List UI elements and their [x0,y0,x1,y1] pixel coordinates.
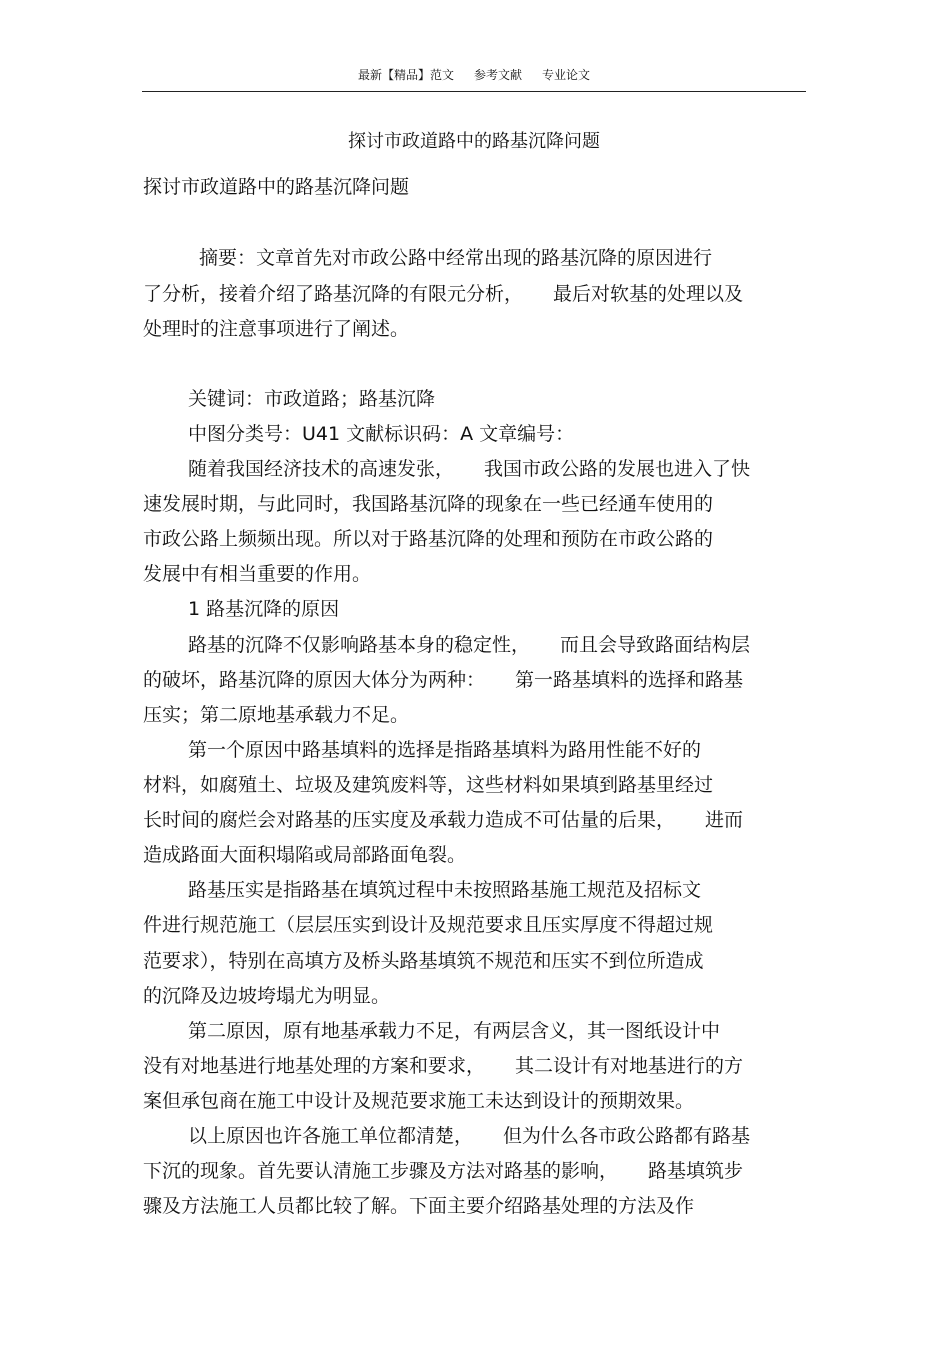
section-heading-1: 1 路基沉降的原因 [188,598,340,620]
paragraph-1-line-2: 速发展时期，与此同时，我国路基沉降的现象在一些已经通车使用的 [143,493,714,515]
header-item-references: 参考文献 [473,68,522,82]
paragraph-5-line-2: 没有对地基进行地基处理的方案和要求， 其二设计有对地基进行的方 [143,1055,744,1077]
paragraph-6-line-2: 下沉的现象。首先要认清施工步骤及方法对路基的影响， 路基填筑步 [143,1160,744,1182]
paragraph-4-line-4: 的沉降及边坡垮塌尤为明显。 [143,985,391,1007]
paragraph-4-line-2: 件进行规范施工（层层压实到设计及规范要求且压实厚度不得超过规 [143,914,714,936]
abstract-line-2: 了分析，接着介绍了路基沉降的有限元分析， 最后对软基的处理以及 [143,283,744,305]
paragraph-2-line-1: 路基的沉降不仅影响路基本身的稳定性， 而且会导致路面结构层 [188,634,751,656]
abstract-line-3: 处理时的注意事项进行了阐述。 [143,318,410,340]
paragraph-2-line-2: 的破坏，路基沉降的原因大体分为两种： 第一路基填料的选择和路基 [143,669,744,691]
paragraph-5-line-1: 第二原因，原有地基承载力不足，有两层含义，其一图纸设计中 [188,1020,721,1042]
paragraph-3-line-2: 材料，如腐殖土、垃圾及建筑废料等，这些材料如果填到路基里经过 [143,774,714,796]
header-rule [142,91,806,92]
paragraph-2-line-3: 压实；第二原地基承载力不足。 [143,704,410,726]
paragraph-1-line-4: 发展中有相当重要的作用。 [143,563,372,585]
paragraph-3-line-1: 第一个原因中路基填料的选择是指路基填料为路用性能不好的 [188,739,702,761]
keywords-line: 关键词：市政道路；路基沉降 [188,388,436,410]
paragraph-1-line-3: 市政公路上频频出现。所以对于路基沉降的处理和预防在市政公路的 [143,528,714,550]
paragraph-4-line-3: 范要求），特别在高填方及桥头路基填筑不规范和压实不到位所造成 [143,950,704,972]
header-item-fanwen: 最新【精品】范文 [357,68,454,82]
paragraph-3-line-4: 造成路面大面积塌陷或局部路面龟裂。 [143,844,467,866]
header-item-papers: 专业论文 [542,68,591,82]
paragraph-4-line-1: 路基压实是指路基在填筑过程中未按照路基施工规范及招标文 [188,879,702,901]
document-title: 探讨市政道路中的路基沉降问题 [348,131,600,152]
abstract-line-1: 摘要：文章首先对市政公路中经常出现的路基沉降的原因进行 [199,247,713,269]
paragraph-3-line-3: 长时间的腐烂会对路基的压实度及承载力造成不可估量的后果， 进而 [143,809,744,831]
paragraph-1-line-1: 随着我国经济技术的高速发张， 我国市政公路的发展也进入了快 [188,458,751,480]
classification-line: 中图分类号：U41 文献标识码：A 文章编号： [188,423,575,445]
paragraph-6-line-3: 骤及方法施工人员都比较了解。下面主要介绍路基处理的方法及作 [143,1195,695,1217]
running-header [142,66,806,90]
document-subtitle: 探讨市政道路中的路基沉降问题 [143,176,410,198]
paragraph-6-line-1: 以上原因也许各施工单位都清楚， 但为什么各市政公路都有路基 [188,1125,751,1147]
paragraph-5-line-3: 案但承包商在施工中设计及规范要求施工未达到设计的预期效果。 [143,1090,695,1112]
